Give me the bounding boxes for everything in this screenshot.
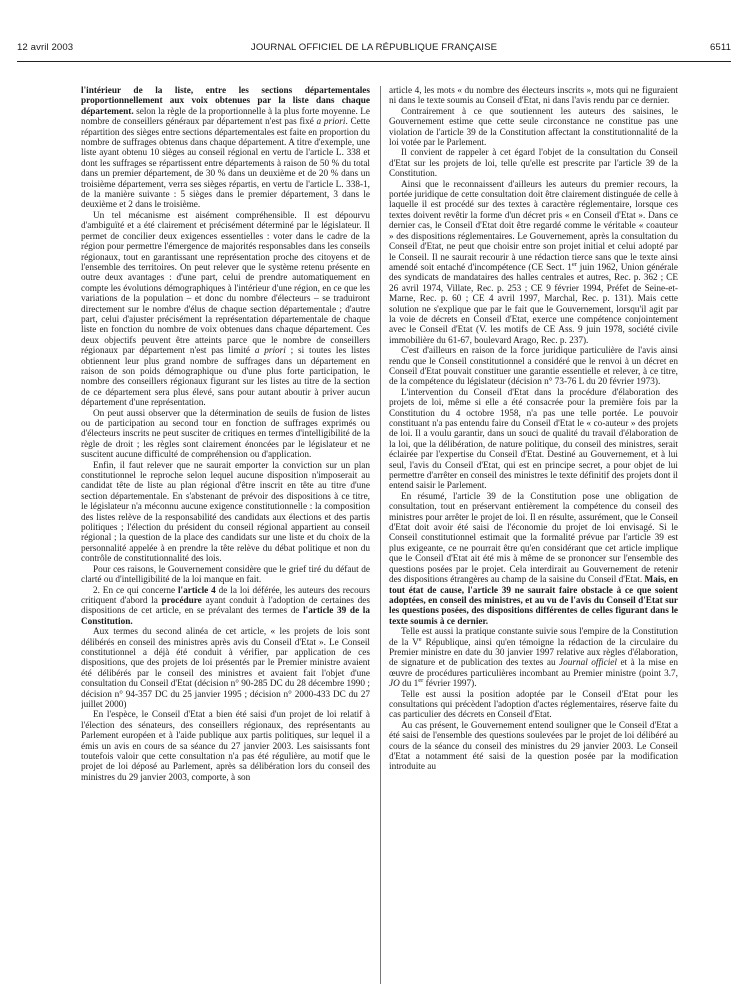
italic-text: Journal officiel <box>559 658 617 669</box>
paragraph: Au cas présent, le Gouvernement entend souligner que le Conseil d'Etat a été saisi de l'ensemble des questions soulevées par le projet de loi délibéré au cours de la séance du conseil des ministres du 29 janvier 2003. Le Conseil d'Etat a notamment été saisi de la question posée par la modification introduite au <box>389 720 678 773</box>
paragraph: Pour ces raisons, le Gouvernement considère que le grief tiré du défaut de clarté ou d'intelligibilité de la loi manque en fait. <box>81 564 370 586</box>
bold-text: procédure <box>161 595 202 606</box>
header-date: 12 avril 2003 <box>17 42 74 53</box>
paragraph: Un tel mécanisme est aisément compréhensible. Il est dépourvu d'ambiguïté et a été clairement et précisément déterminé par le législateur. Il permet de concilier deux exigences essentielles : voter dans le cadre de la région pour permettre l'émergence de majorités responsables dans les conseils régionaux, tout en garantissant une représentation proche des citoyens et de l'ensemble des territoires. On peut relever que le système retenu présente en outre deux avantages : d'une part, celui de prendre automatiquement en compte les évolutions démographiques à l'intérieur d'une région, en ce que les variations de la population – et donc du nombre d'électeurs – se traduiront directement sur le nombre d'élus de chaque section départementale ; d'autre part, celui d'ajuster précisément la représentation départementale de chaque liste en fonction du nombre de voix obtenues dans chaque département. Ces deux objectifs peuvent être atteints parce que le nombre de conseillers régionaux par département n'est pas limité a priori ; si toutes les listes obtiennent leur plus grand nombre de suffrages dans un département en raison de son poids démographique ou d'une plus forte participation, le nombre des conseillers régionaux figurant sur les listes au titre de la section de ce département sera plus élevé, sans pour autant aboutir à priver aucun département d'une représentation. <box>81 210 370 409</box>
paragraph: Ainsi que le reconnaissent d'ailleurs les auteurs du premier recours, la portée juridique de cette consultation doit être clairement distinguée de celle à laquelle il est procédé sur des textes à caractère réglementaire, lorsque ces textes doivent revêtir la forme d'un décret pris « en Conseil d'Etat ». Dans ce dernier cas, le Conseil d'Etat doit être regardé comme le véritable « coauteur » des dispositions réglementaires. Le Gouvernement, après la consultation du Conseil d'Etat, ne peut que choisir entre son projet initial et celui adopté par le Conseil. Il ne saurait recourir à une rédaction tierce sans que le texte ainsi amendé soit entaché d'incompétence (CE Sect. 1er juin 1962, Union générale des syndicats de mandataires des halles centrales et autres, Rec. p. 362 ; CE 26 avril 1974, Villate, Rec. p. 253 ; CE 9 février 1994, Préfet de Seine-et-Marne, Rec. p. 60 ; CE 4 avril 1997, Marchal, Rec. p. 131). Mais cette solution ne s'explique que par le fait que le Gouvernement, lorsqu'il agit par la voie de décrets en Conseil d'Etat, exerce une compétence conjointement avec le Conseil d'Etat (V. les motifs de CE Ass. 9 juin 1978, société civile immobilière du 61-67, boulevard Arago, Rec. p. 237). <box>389 179 678 346</box>
bold-text: l'intérieur de la liste, entre les sections départementales proportionnellement aux voix obtenues par la liste dans chaque département. <box>81 86 370 117</box>
paragraph: article 4, les mots « du nombre des électeurs inscrits », mots qui ne figuraient ni dans le texte soumis au Conseil d'Etat, ni dans l'avis rendu par ce dernier. <box>389 86 678 107</box>
paragraph: L'intervention du Conseil d'Etat dans la procédure d'élaboration des projets de loi, même si elle a été consacrée pour la première fois par la Constitution du 4 octobre 1958, n'a pas une telle portée. Le pouvoir constituant n'a pas entendu faire du Conseil d'Etat le « co-auteur » des projets de loi. Il a voulu garantir, dans un souci de qualité du travail d'élaboration de la loi, que la délibération, de nature politique, du conseil des ministres, serait éclairée par l'expertise du Conseil d'Etat. Destiné au Gouvernement, et à lui seul, l'avis du Conseil d'Etat, qui est en principe secret, a pour objet de lui permettre d'arrêter en conseil des ministres le texte définitif des projets dont il entend saisir le Parlement. <box>389 387 678 492</box>
paragraph: Telle est aussi la pratique constante suivie sous l'empire de la Constitution de la Ve République, ainsi qu'en témoigne la rédaction de la circulaire du Premier ministre en date du 30 janvier 1997 relative aux règles d'élaboration, de signature et de publication des textes au Journal officiel et à la mise en œuvre de procédures particulières incombant au Premier ministre (point 3.7, JO du 1er février 1997). <box>389 627 678 690</box>
italic-text: JO <box>389 679 400 690</box>
bold-text: l'article 4 <box>177 585 216 596</box>
page-number: 6511 <box>709 42 731 53</box>
column-divider <box>380 86 381 984</box>
paragraph: Il convient de rappeler à cet égard l'objet de la consultation du Conseil d'Etat sur les projets de loi, telle qu'elle est prescrite par l'article 39 de la Constitution. <box>389 148 678 180</box>
paragraph: Telle est aussi la position adoptée par le Conseil d'Etat pour les consultations qui précèdent l'adoption d'actes réglementaires, réserve faite du cas particulier des décrets en Conseil d'Etat. <box>389 689 678 721</box>
paragraph: En résumé, l'article 39 de la Constitution pose une obligation de consultation, tout en préservant entièrement la compétence du conseil des ministres pour arrêter le projet de loi. Il en résulte, assurément, que le Conseil d'Etat doit avoir été saisi de l'économie du projet de loi envisagé. Si le Conseil constitutionnel estimait que la formalité prévue par l'article 39 est plus exigeante, ce ne pourrait être qu'en considérant que cet article implique que le Conseil d'Etat ait été mis à même de se prononcer sur l'ensemble des questions posées par le projet. Cela interdirait au Gouvernement de retenir des dispositions étrangères au champ de la saisine du Conseil d'Etat. Mais, en tout état de cause, l'article 39 ne saurait faire obstacle à ce que soient adoptées, en conseil des ministres, et au vu de l'avis du Conseil d'Etat sur les questions posées, des dispositions différentes de celles figurant dans le texte soumis à ce dernier. <box>389 491 678 627</box>
paragraph: En l'espèce, le Conseil d'Etat a bien été saisi d'un projet de loi relatif à l'élection des sénateurs, des conseillers régionaux, des représentants au Parlement européen et à l'aide publique aux partis politiques, sur lequel il a émis un avis en cours de sa séance du 27 janvier 2003. Les saisissants font toutefois valoir que cette consultation n'a pas été régulière, au motif que le projet de loi déposé au Parlement, après sa délibération lors du conseil des ministres du 29 janvier 2003, comporte, à son <box>81 710 370 783</box>
header-rule <box>17 61 731 62</box>
paragraph: Enfin, il faut relever que ne saurait emporter la conviction sur un plan constitutionnel le reproche selon lequel aucune disposition n'imposerait au candidat tête de liste au plan régional d'être inscrit en tête au titre d'une section départementale. En s'abstenant de prévoir des dispositions à ce titre, le législateur n'a méconnu aucune exigence constitutionnelle : la composition des listes relève de la responsabilité des candidats aux élections et des partis politiques ; l'élection du président du conseil régional appartient au conseil régional ; la question de la place des candidats sur une liste et du choix de la personnalité appelée à en prendre la tête relève du débat politique et non du contrôle de constitutionnalité des lois. <box>81 460 370 565</box>
left-column <box>81 86 370 986</box>
bold-text: l'article 39 de la Constitution. <box>81 606 370 627</box>
italic-text: a priori <box>254 346 286 357</box>
journal-title: JOURNAL OFFICIEL DE LA RÉPUBLIQUE FRANÇAISE <box>250 42 498 53</box>
paragraph: On peut aussi observer que la détermination de seuils de fusion de listes ou de participation au second tour en fonction de suffrages exprimés ou d'électeurs inscrits ne peut susciter de critiques en termes d'intelligibilité de la règle de droit ; les règles sont clairement énoncées par le législateur et ne suscitent aucune difficulté de compréhension ou d'application. <box>81 408 370 461</box>
paragraph: Aux termes du second alinéa de cet article, « les projets de lois sont délibérés en conseil des ministres après avis du Conseil d'Etat ». Le Conseil constitutionnel a déjà été conduit à vérifier, par application de ces dispositions, que des projets de loi présentés par le Premier ministre avaient été délibérés par le conseil des ministres et avaient fait l'objet d'une consultation du Conseil d'Etat (décision n° 90-285 DC du 28 décembre 1990 ; décision n° 94-357 DC du 25 janvier 1995 ; décision n° 2000-433 DC du 27 juillet 2000) <box>81 627 370 710</box>
italic-text: a priori <box>316 117 346 128</box>
right-column <box>389 86 678 986</box>
bold-text: Mais, en tout état de cause, l'article 39 ne saurait faire obstacle à ce que soient adoptées, en conseil des ministres, et au vu de l'avis du Conseil d'Etat sur les questions posées, des dispositions différentes de celles figurant dans le texte soumis à ce dernier. <box>389 575 678 627</box>
paragraph: Contrairement à ce que soutiennent les auteurs des saisines, le Gouvernement estime que cette seule circonstance ne constitue pas une violation de l'article 39 de la Constitution affectant la constitutionnalité de la loi votée par le Parlement. <box>389 106 678 149</box>
paragraph: 2. En ce qui concerne l'article 4 de la loi déférée, les auteurs des recours critiquent d'abord la procédure ayant conduit à l'adoption de certaines des dispositions de cet article, en se prévalant des termes de l'article 39 de la Constitution. <box>81 585 370 627</box>
page-header <box>17 42 731 56</box>
paragraph: C'est d'ailleurs en raison de la force juridique particulière de l'avis ainsi rendu que le Conseil constitutionnel a considéré que le renvoi à un décret en Conseil d'Etat pouvait constituer une garantie essentielle et relever, à ce titre, de la compétence du législateur (décision n° 73-76 L du 20 février 1973). <box>389 346 678 388</box>
paragraph: l'intérieur de la liste, entre les sections départementales proportionnellement aux voix obtenues par la liste dans chaque département. selon la règle de la proportionnelle à la plus forte moyenne. Le nombre de conseillers généraux par département n'est pas fixé a priori. Cette répartition des sièges entre sections départementales est faite en proportion du nombre de suffrages obtenus dans chaque département. A titre d'exemple, une liste ayant obtenu 10 sièges au conseil régional en vertu de l'article L. 338 et dont les suffrages se répartissent entre départements à raison de 50 % du total dans un premier département, de 30 % dans un deuxième et de 20 % dans un troisième département, verra ses sièges répartis, en vertu de l'article L. 338-1, de la manière suivante : 5 sièges dans le premier département, 3 dans le deuxième et 2 dans le troisième. <box>81 86 370 211</box>
